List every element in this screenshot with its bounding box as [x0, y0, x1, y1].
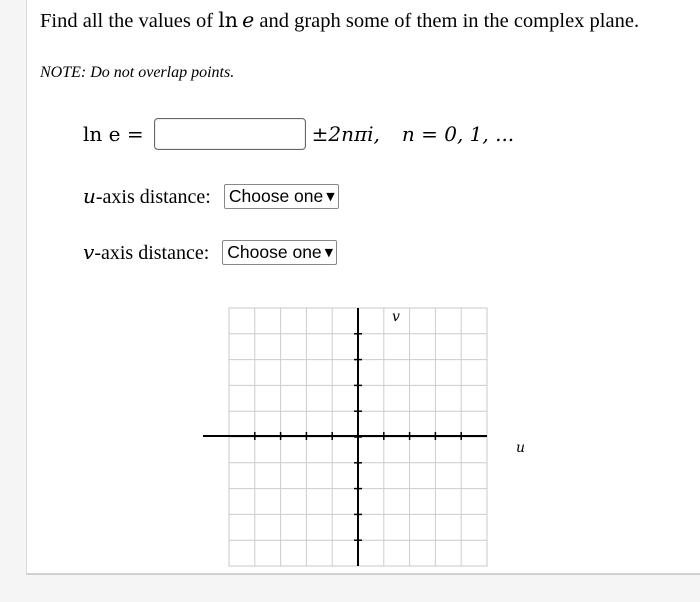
prompt-suffix: and graph some of them in the complex plane. [254, 10, 640, 32]
v-axis-name: v [392, 309, 400, 325]
v-axis-select-value: Choose one [227, 242, 322, 262]
u-axis-row [83, 184, 339, 209]
answer-input[interactable] [154, 118, 306, 150]
equation-lhs: ln e = [83, 122, 144, 146]
question-card [26, 0, 700, 575]
equation-rhs: ±2nπi, [311, 122, 380, 146]
caret-down-icon: ▼ [326, 190, 335, 203]
u-axis-name: u [516, 440, 526, 456]
caret-down-icon: ▼ [324, 246, 334, 259]
v-axis-row [83, 240, 337, 265]
u-axis-distance-select[interactable] [224, 184, 339, 209]
equation-row [83, 116, 514, 152]
v-axis-distance-select[interactable] [222, 240, 337, 265]
u-axis-label: u-axis distance: [83, 184, 211, 208]
prompt-e: e [242, 8, 255, 32]
equation-n-range: n = 0, 1, ... [401, 122, 515, 146]
v-axis-label: v-axis distance: [83, 240, 210, 264]
question-note: NOTE: Do not overlap points. [40, 64, 235, 81]
question-prompt [40, 6, 680, 36]
prompt-ln: ln [218, 8, 238, 32]
prompt-prefix: Find all the values of [40, 10, 219, 32]
u-axis-select-value: Choose one [228, 186, 324, 206]
complex-plane-graph[interactable] [203, 296, 526, 571]
